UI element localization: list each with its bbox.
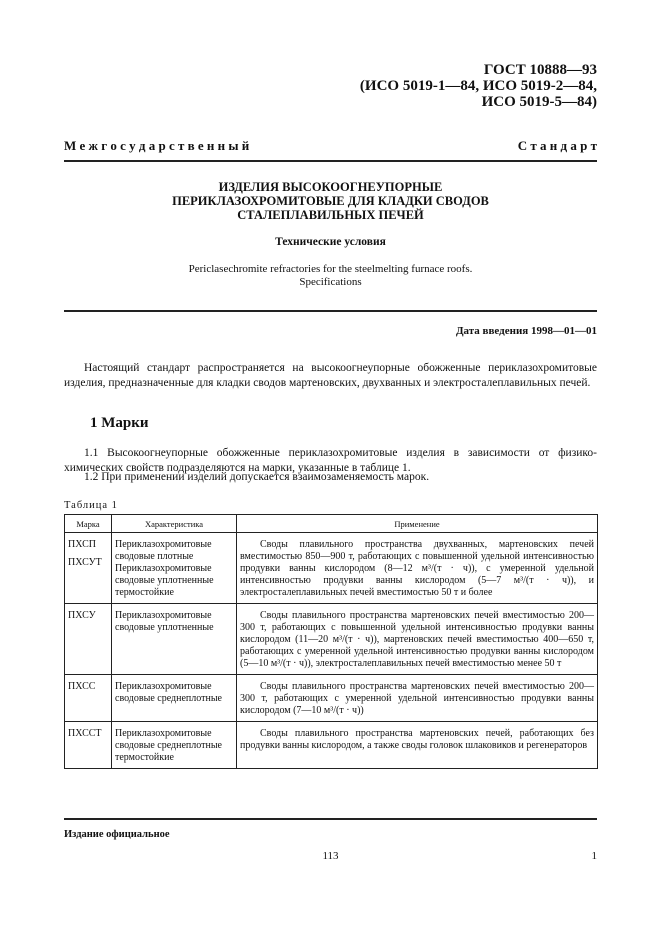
- grade-cell: [65, 675, 112, 722]
- standard-designation: [360, 62, 597, 110]
- english-title-line-1: Periclasechromite refractories for the steelmelting furnace roofs.: [188, 263, 473, 275]
- grade-cell: [65, 604, 112, 675]
- english-title-line-2: Specifications: [299, 276, 362, 288]
- clause-1-2-text: 1.2 При применении изделий допускается взаимозаменяемость марок.: [84, 471, 430, 483]
- standard-number: ГОСТ 10888—93: [483, 62, 597, 78]
- iso-reference-line-2: ИСО 5019-5—84): [481, 94, 597, 110]
- header-characteristic: Характеристика: [112, 515, 237, 533]
- application-text: Своды плавильного пространства мартеновских печей вместимостью 200—300 т, работающих с повышенной удельной интенсивностью продувки ванны кислородом (11—20 м³/(т · ч)), мартеновских печей вместимостью 400—650 т, работающих с умеренной удельной интенсивностью продувки ванны кислородом (5—10 м³/(т · ч)), электросталеплавильных печей вместимостью менее 50 т: [240, 610, 594, 669]
- characteristic-cell: [112, 604, 237, 675]
- intro-paragraph-text: Настоящий стандарт распространяется на высокоогнеупорные обожженные периклазохромитовые изделия, предназначенные для кладки сводов мартеновских, двухванных и электросталеплавильных печей.: [64, 362, 597, 389]
- document-subtitle: Технические условия: [275, 236, 386, 248]
- page-number: 113: [322, 850, 339, 862]
- interstate-word: М е ж г о с у д а р с т в е н н ы й: [64, 138, 250, 153]
- table-row: [65, 533, 598, 604]
- grade-code: ПХСУТ: [68, 557, 102, 568]
- official-edition-label: Издание официальное: [64, 829, 170, 840]
- grade-cell: [65, 533, 112, 604]
- table-caption: Таблица 1: [64, 500, 118, 511]
- title-line-3: СТАЛЕПЛАВИЛЬНЫХ ПЕЧЕЙ: [237, 208, 424, 222]
- top-divider: [64, 160, 597, 162]
- application-text: Своды плавильного пространства двухванных, мартеновских печей вместимостью 850—900 т, работающих с повышенной удельной интенсивностью продувки ванны кислородом (8—12 м³/(т · ч)), с умеренной удельной интенсивностью продувки ванны кислородом (5—7 м³/(т · ч)), и электросталеплавильных печей вместимостью 50 т и более: [240, 539, 594, 598]
- table-row: [65, 722, 598, 769]
- application-cell: [237, 533, 598, 604]
- table-row: [65, 675, 598, 722]
- iso-reference-line-1: (ИСО 5019-1—84, ИСО 5019-2—84,: [359, 78, 597, 94]
- characteristic-text: Периклазохромитовые сводовые среднеплотные: [115, 681, 222, 704]
- standard-word: С т а н д а р т: [517, 138, 597, 153]
- application-cell: [237, 604, 598, 675]
- characteristic-text: Периклазохромитовые сводовые среднеплотные термостойкие: [115, 728, 222, 763]
- header-grade: Марка: [65, 515, 112, 533]
- table-row: [65, 604, 598, 675]
- characteristic-text: Периклазохромитовые сводовые уплотненные: [115, 610, 214, 633]
- document-title: [64, 180, 597, 222]
- characteristic-text: Периклазохромитовые сводовые плотные: [115, 539, 212, 562]
- clause-1-2: [64, 470, 597, 485]
- sheet-number: 1: [591, 850, 597, 862]
- header-application: Применение: [237, 515, 598, 533]
- title-divider: [64, 310, 597, 312]
- introduction-date: Дата введения 1998—01—01: [455, 325, 597, 337]
- intro-paragraph: [64, 361, 597, 391]
- application-text: Своды плавильного пространства мартеновских печей, работающих без продувки ванны кислородом, а также своды головок шлаковиков и регенераторов: [240, 728, 594, 751]
- section-1-heading: 1 Марки: [90, 415, 149, 431]
- grade-code: ПХСС: [68, 681, 96, 692]
- table-header-row: [65, 515, 598, 533]
- grade-code: ПХСУ: [68, 610, 96, 621]
- characteristic-cell: [112, 533, 237, 604]
- clause-1-1-text: 1.1 Высокоогнеупорные обожженные периклазохромитовые изделия в зависимости от физико-химических свойств подразделяются на марки, указанные в таблице 1.: [64, 447, 597, 474]
- footer-divider: [64, 818, 597, 820]
- characteristic-text: Периклазохромитовые сводовые уплотненные термостойкие: [115, 563, 214, 598]
- grade-cell: [65, 722, 112, 769]
- english-title: [64, 263, 597, 289]
- title-line-1: ИЗДЕЛИЯ ВЫСОКООГНЕУПОРНЫЕ: [218, 180, 443, 194]
- characteristic-cell: [112, 722, 237, 769]
- grade-code: ПХССТ: [68, 728, 102, 739]
- grades-table: [64, 514, 598, 769]
- interstate-standard-heading: [64, 138, 597, 154]
- grade-code: ПХСП: [68, 539, 96, 550]
- title-line-2: ПЕРИКЛАЗОХРОМИТОВЫЕ ДЛЯ КЛАДКИ СВОДОВ: [172, 194, 489, 208]
- characteristic-cell: [112, 675, 237, 722]
- application-text: Своды плавильного пространства мартеновских печей вместимостью 200—300 т, работающих с умеренной удельной интенсивностью продувки ванны кислородом (7—10 м³/(т · ч)): [240, 681, 594, 716]
- application-cell: [237, 722, 598, 769]
- application-cell: [237, 675, 598, 722]
